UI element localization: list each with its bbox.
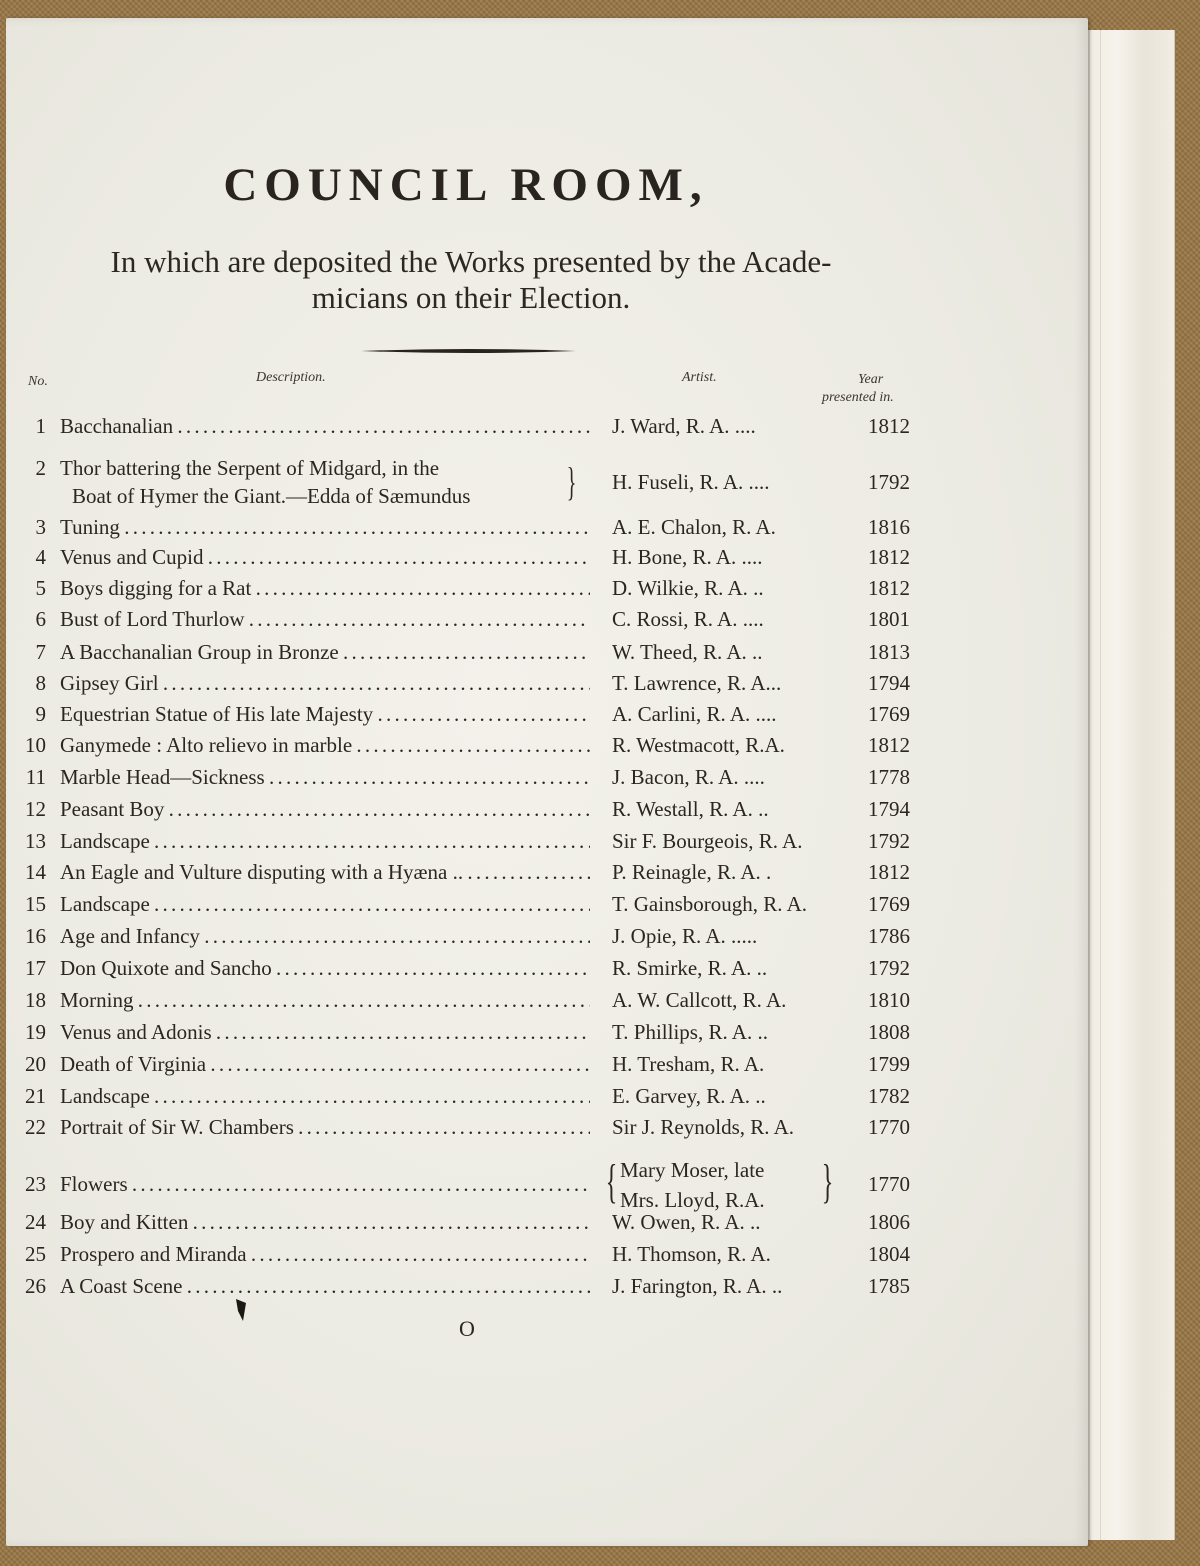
ink-blot-mark	[235, 1297, 247, 1323]
entry-artist: A. E. Chalon, R. A.	[612, 515, 776, 539]
entry-number: 19	[25, 1020, 46, 1044]
entry-description: A Coast Scene . . .	[60, 1274, 590, 1299]
entry-artist: J. Ward, R. A. ....	[612, 414, 756, 438]
entry-year: 1810	[868, 988, 910, 1012]
entry-artist: A. W. Callcott, R. A.	[612, 988, 787, 1012]
entry-year: 1792	[868, 829, 910, 853]
entry-artist: R. Westall, R. A. ..	[612, 797, 769, 821]
entry-description: Ganymede : Alto relievo in marble . . .	[60, 733, 590, 758]
entry-artist: T. Lawrence, R. A...	[612, 671, 782, 695]
entry-number: 9	[35, 702, 46, 726]
subtitle-line-2: micians on their Election.	[311, 280, 631, 315]
entry-year: 1769	[868, 702, 910, 726]
entry-description: Flowers . . .	[60, 1172, 590, 1197]
entry-description: Tuning . . .	[60, 515, 590, 540]
entry-number: 7	[35, 640, 46, 664]
entry-number: 22	[25, 1115, 46, 1139]
entry-artist: T. Phillips, R. A. ..	[612, 1020, 768, 1044]
entry-artist: R. Smirke, R. A. ..	[612, 956, 768, 980]
entry-number: 13	[25, 829, 46, 853]
book-page	[6, 18, 1088, 1546]
ornamental-rule	[361, 348, 576, 354]
entry-number: 8	[35, 671, 46, 695]
entry-description: Prospero and Miranda . . .	[60, 1242, 590, 1267]
entry-description: Boys digging for a Rat . . .	[60, 576, 590, 601]
entry-description: A Bacchanalian Group in Bronze . . .	[60, 640, 590, 665]
entry-year: 1812	[868, 545, 910, 569]
entry-description: Venus and Cupid . . .	[60, 545, 590, 570]
entry-number: 6	[35, 607, 46, 631]
subtitle-line-1: In which are deposited the Works presented by the Acade-	[110, 244, 832, 279]
entry-artist: R. Westmacott, R.A.	[612, 733, 785, 757]
entry-artist: D. Wilkie, R. A. ..	[612, 576, 764, 600]
entry-year: 1813	[868, 640, 910, 664]
entry-artist: H. Tresham, R. A.	[612, 1052, 765, 1076]
entry-number: 14	[25, 860, 46, 884]
entry-year: 1801	[868, 607, 910, 631]
entry-number: 23	[25, 1172, 46, 1196]
entry-number: 5	[35, 576, 46, 600]
column-header-year-sub: presented in.	[822, 390, 894, 405]
entry-year: 1812	[868, 860, 910, 884]
entry-year: 1808	[868, 1020, 910, 1044]
entry-description: Bust of Lord Thurlow . . .	[60, 607, 590, 632]
entry-artist: A. Carlini, R. A. ....	[612, 702, 777, 726]
entry-description: Marble Head—Sickness . . .	[60, 765, 590, 790]
entry-number: 24	[25, 1210, 46, 1234]
entry-number: 20	[25, 1052, 46, 1076]
left-brace-icon: {	[605, 1155, 618, 1208]
entry-artist: H. Fuseli, R. A. ....	[612, 470, 770, 494]
column-header-description: Description.	[256, 370, 326, 385]
entry-year: 1778	[868, 765, 910, 789]
entry-year: 1794	[868, 797, 910, 821]
entry-artist: P. Reinagle, R. A. .	[612, 860, 772, 884]
entry-artist: E. Garvey, R. A. ..	[612, 1084, 766, 1108]
entry-description-continued: Boat of Hymer the Giant.—Edda of Sæmundus	[72, 484, 471, 508]
entry-year: 1806	[868, 1210, 910, 1234]
entry-number: 11	[25, 765, 46, 789]
entry-artist: W. Owen, R. A. ..	[612, 1210, 761, 1234]
entry-year: 1812	[868, 576, 910, 600]
entry-year: 1786	[868, 924, 910, 948]
entry-artist: Mary Moser, late	[620, 1158, 765, 1182]
entry-artist: J. Farington, R. A. ..	[612, 1274, 783, 1298]
entry-description: Bacchanalian . . .	[60, 414, 590, 439]
entry-number: 10	[25, 733, 46, 757]
entry-year: 1816	[868, 515, 910, 539]
entry-number: 17	[25, 956, 46, 980]
page-title: COUNCIL ROOM,	[223, 159, 709, 211]
entry-description: Peasant Boy . . .	[60, 797, 590, 822]
entry-description: An Eagle and Vulture disputing with a Hyæna .. . . .	[60, 860, 590, 885]
entry-number: 16	[25, 924, 46, 948]
entry-number: 1	[35, 414, 46, 438]
entry-artist: Sir J. Reynolds, R. A.	[612, 1115, 795, 1139]
entry-artist: J. Bacon, R. A. ....	[612, 765, 765, 789]
entry-year: 1812	[868, 414, 910, 438]
right-brace-icon: }	[566, 459, 577, 504]
entry-number: 25	[25, 1242, 46, 1266]
column-header-year: Year	[858, 372, 884, 387]
entry-artist: J. Opie, R. A. .....	[612, 924, 758, 948]
entry-year: 1812	[868, 733, 910, 757]
right-brace-icon: }	[821, 1155, 834, 1208]
entry-year: 1770	[868, 1172, 910, 1196]
entry-number: 12	[25, 797, 46, 821]
entry-artist: W. Theed, R. A. ..	[612, 640, 763, 664]
entry-artist: Sir F. Bourgeois, R. A.	[612, 829, 803, 853]
entry-year: 1792	[868, 470, 910, 494]
entry-description: Death of Virginia . . .	[60, 1052, 590, 1077]
entry-year: 1792	[868, 956, 910, 980]
entry-description: Boy and Kitten . . .	[60, 1210, 590, 1235]
column-header-artist: Artist.	[682, 370, 717, 385]
entry-number: 21	[25, 1084, 46, 1108]
entry-year: 1799	[868, 1052, 910, 1076]
entry-description: Landscape . . .	[60, 1084, 590, 1109]
entry-year: 1804	[868, 1242, 910, 1266]
entry-description: Age and Infancy . . .	[60, 924, 590, 949]
entry-number: 4	[35, 545, 46, 569]
column-header-no: No.	[28, 374, 48, 389]
entry-description: Equestrian Statue of His late Majesty . . .	[60, 702, 590, 727]
entry-number: 3	[35, 515, 46, 539]
entry-artist: H. Bone, R. A. ....	[612, 545, 763, 569]
entry-description: Portrait of Sir W. Chambers . . .	[60, 1115, 590, 1140]
entry-description: Venus and Adonis . . .	[60, 1020, 590, 1045]
entry-year: 1794	[868, 671, 910, 695]
entry-description: Gipsey Girl . . .	[60, 671, 590, 696]
entry-artist: C. Rossi, R. A. ....	[612, 607, 764, 631]
signature-mark: O	[459, 1316, 475, 1341]
entry-year: 1770	[868, 1115, 910, 1139]
entry-year: 1785	[868, 1274, 910, 1298]
entry-description: Don Quixote and Sancho . . .	[60, 956, 590, 981]
entry-description: Landscape . . .	[60, 892, 590, 917]
entry-artist: H. Thomson, R. A.	[612, 1242, 771, 1266]
entry-description: Thor battering the Serpent of Midgard, in the	[60, 456, 440, 480]
page-subtitle	[16, 244, 926, 316]
entry-description: Landscape . . .	[60, 829, 590, 854]
entry-number: 26	[25, 1274, 46, 1298]
entry-number: 18	[25, 988, 46, 1012]
entry-year: 1782	[868, 1084, 910, 1108]
entry-artist-continued: Mrs. Lloyd, R.A.	[620, 1188, 765, 1212]
page-edges	[1078, 30, 1175, 1540]
entry-description: Morning . . .	[60, 988, 590, 1013]
entry-number: 2	[35, 456, 46, 480]
entry-number: 15	[25, 892, 46, 916]
entry-artist: T. Gainsborough, R. A.	[612, 892, 808, 916]
entry-year: 1769	[868, 892, 910, 916]
